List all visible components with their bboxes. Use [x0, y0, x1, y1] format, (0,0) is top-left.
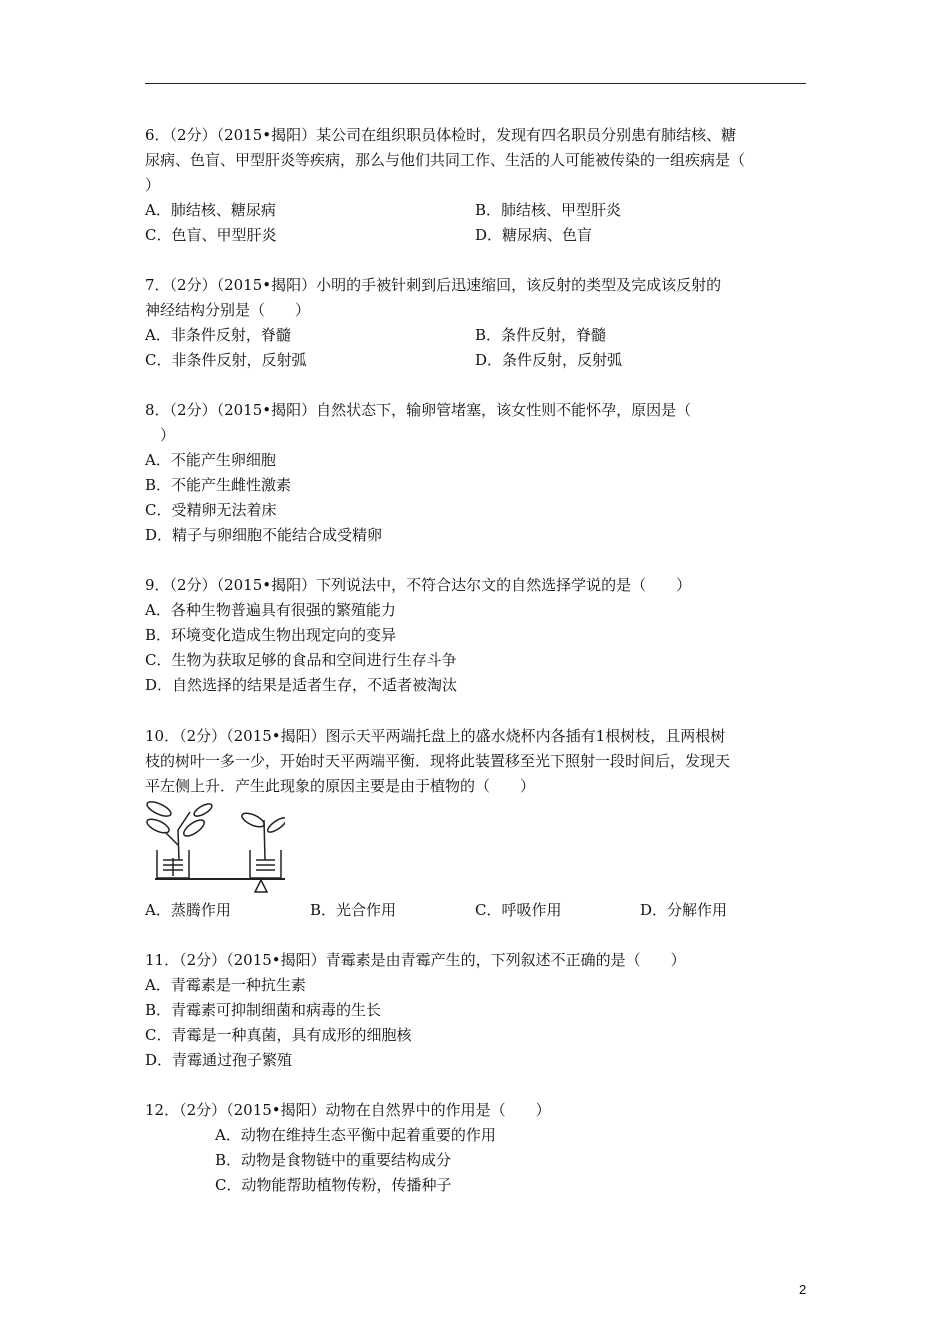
option-b: B．不能产生雌性激素 — [145, 476, 292, 494]
option-d: D．青霉通过孢子繁殖 — [145, 1051, 293, 1069]
option-c: C．色盲、甲型肝炎 — [145, 226, 277, 244]
question-6 — [145, 123, 815, 248]
option-b: B．青霉素可抑制细菌和病毒的生长 — [145, 1001, 382, 1019]
question-stem-line: 12．（2分）（2015•揭阳）动物在自然界中的作用是（ ） — [145, 1101, 551, 1119]
option-c: C．非条件反射，反射弧 — [145, 351, 307, 369]
option-a: A．蒸腾作用 — [145, 901, 231, 919]
option-row — [145, 348, 815, 373]
right-beaker-branch — [240, 810, 285, 878]
question-stem-line: 8．（2分）（2015•揭阳）自然状态下，输卵管堵塞，该女性则不能怀孕，原因是（ — [145, 401, 692, 419]
question-stem-line: 10．（2分）（2015•揭阳）图示天平两端托盘上的盛水烧杯内各插有1根树枝，且两根树 — [145, 727, 726, 745]
option-a: A．不能产生卵细胞 — [145, 451, 276, 469]
question-12 — [145, 1098, 815, 1198]
question-stem-line: 神经结构分别是（ ） — [145, 301, 311, 319]
header-rule — [145, 83, 806, 84]
option-d: D．自然选择的结果是适者生存，不适者被淘汰 — [145, 676, 458, 694]
balance-fulcrum — [255, 880, 267, 892]
option-c: C．生物为获取足够的食品和空间进行生存斗争 — [145, 651, 457, 669]
option-row — [145, 223, 815, 248]
question-stem-line: 枝的树叶一多一少，开始时天平两端平衡．现将此装置移至光下照射一段时间后，发现天 — [145, 752, 731, 770]
option-c: C．呼吸作用 — [475, 901, 562, 919]
option-row — [145, 898, 815, 923]
option-b: B．肺结核、甲型肝炎 — [475, 201, 622, 219]
question-stem-line: ） — [145, 426, 176, 444]
question-9 — [145, 573, 815, 698]
option-a: A．肺结核、糖尿病 — [145, 201, 276, 219]
option-d: D．条件反射，反射弧 — [475, 351, 623, 369]
question-stem-line: 7．（2分）（2015•揭阳）小明的手被针刺到后迅速缩回，该反射的类型及完成该反射的 — [145, 276, 722, 294]
question-stem-line: 11．（2分）（2015•揭阳）青霉素是由青霉产生的，下列叙述不正确的是（ ） — [145, 951, 686, 969]
option-a: A．动物在维持生态平衡中起着重要的作用 — [215, 1126, 496, 1144]
question-10-options — [145, 898, 815, 923]
question-7 — [145, 273, 815, 373]
question-8 — [145, 398, 815, 548]
option-a: A．非条件反射，脊髓 — [145, 326, 291, 344]
option-b: B．环境变化造成生物出现定向的变异 — [145, 626, 397, 644]
question-stem-line: ） — [145, 176, 161, 194]
option-row — [145, 198, 815, 223]
question-stem-line: 平左侧上升．产生此现象的原因主要是由于植物的（ ） — [145, 777, 536, 795]
question-11 — [145, 948, 815, 1073]
question-10 — [145, 724, 815, 799]
option-d: D．糖尿病、色盲 — [475, 226, 593, 244]
question-stem-line: 6．（2分）（2015•揭阳）某公司在组织职员体检时，发现有四名职员分别患有肺结核、糖 — [145, 126, 737, 144]
page-number: 2 — [799, 1282, 807, 1297]
question-stem-line: 9．（2分）（2015•揭阳）下列说法中，不符合达尔文的自然选择学说的是（ ） — [145, 576, 692, 594]
question-stem-line: 尿病、色盲、甲型肝炎等疾病，那么与他们共同工作、生活的人可能被传染的一组疾病是（ — [145, 151, 746, 169]
option-c: C．动物能帮助植物传粉，传播种子 — [215, 1176, 452, 1194]
option-b: B．动物是食物链中的重要结构成分 — [215, 1151, 452, 1169]
option-d: D．精子与卵细胞不能结合成受精卵 — [145, 526, 383, 544]
option-d: D．分解作用 — [640, 901, 728, 919]
balance-figure — [145, 800, 285, 898]
option-c: C．青霉是一种真菌，具有成形的细胞核 — [145, 1026, 412, 1044]
left-beaker-branch — [145, 800, 214, 878]
option-b: B．光合作用 — [310, 901, 397, 919]
option-b: B．条件反射，脊髓 — [475, 326, 607, 344]
option-c: C．受精卵无法着床 — [145, 501, 277, 519]
option-a: A．各种生物普遍具有很强的繁殖能力 — [145, 601, 396, 619]
option-row — [145, 323, 815, 348]
option-a: A．青霉素是一种抗生素 — [145, 976, 306, 994]
